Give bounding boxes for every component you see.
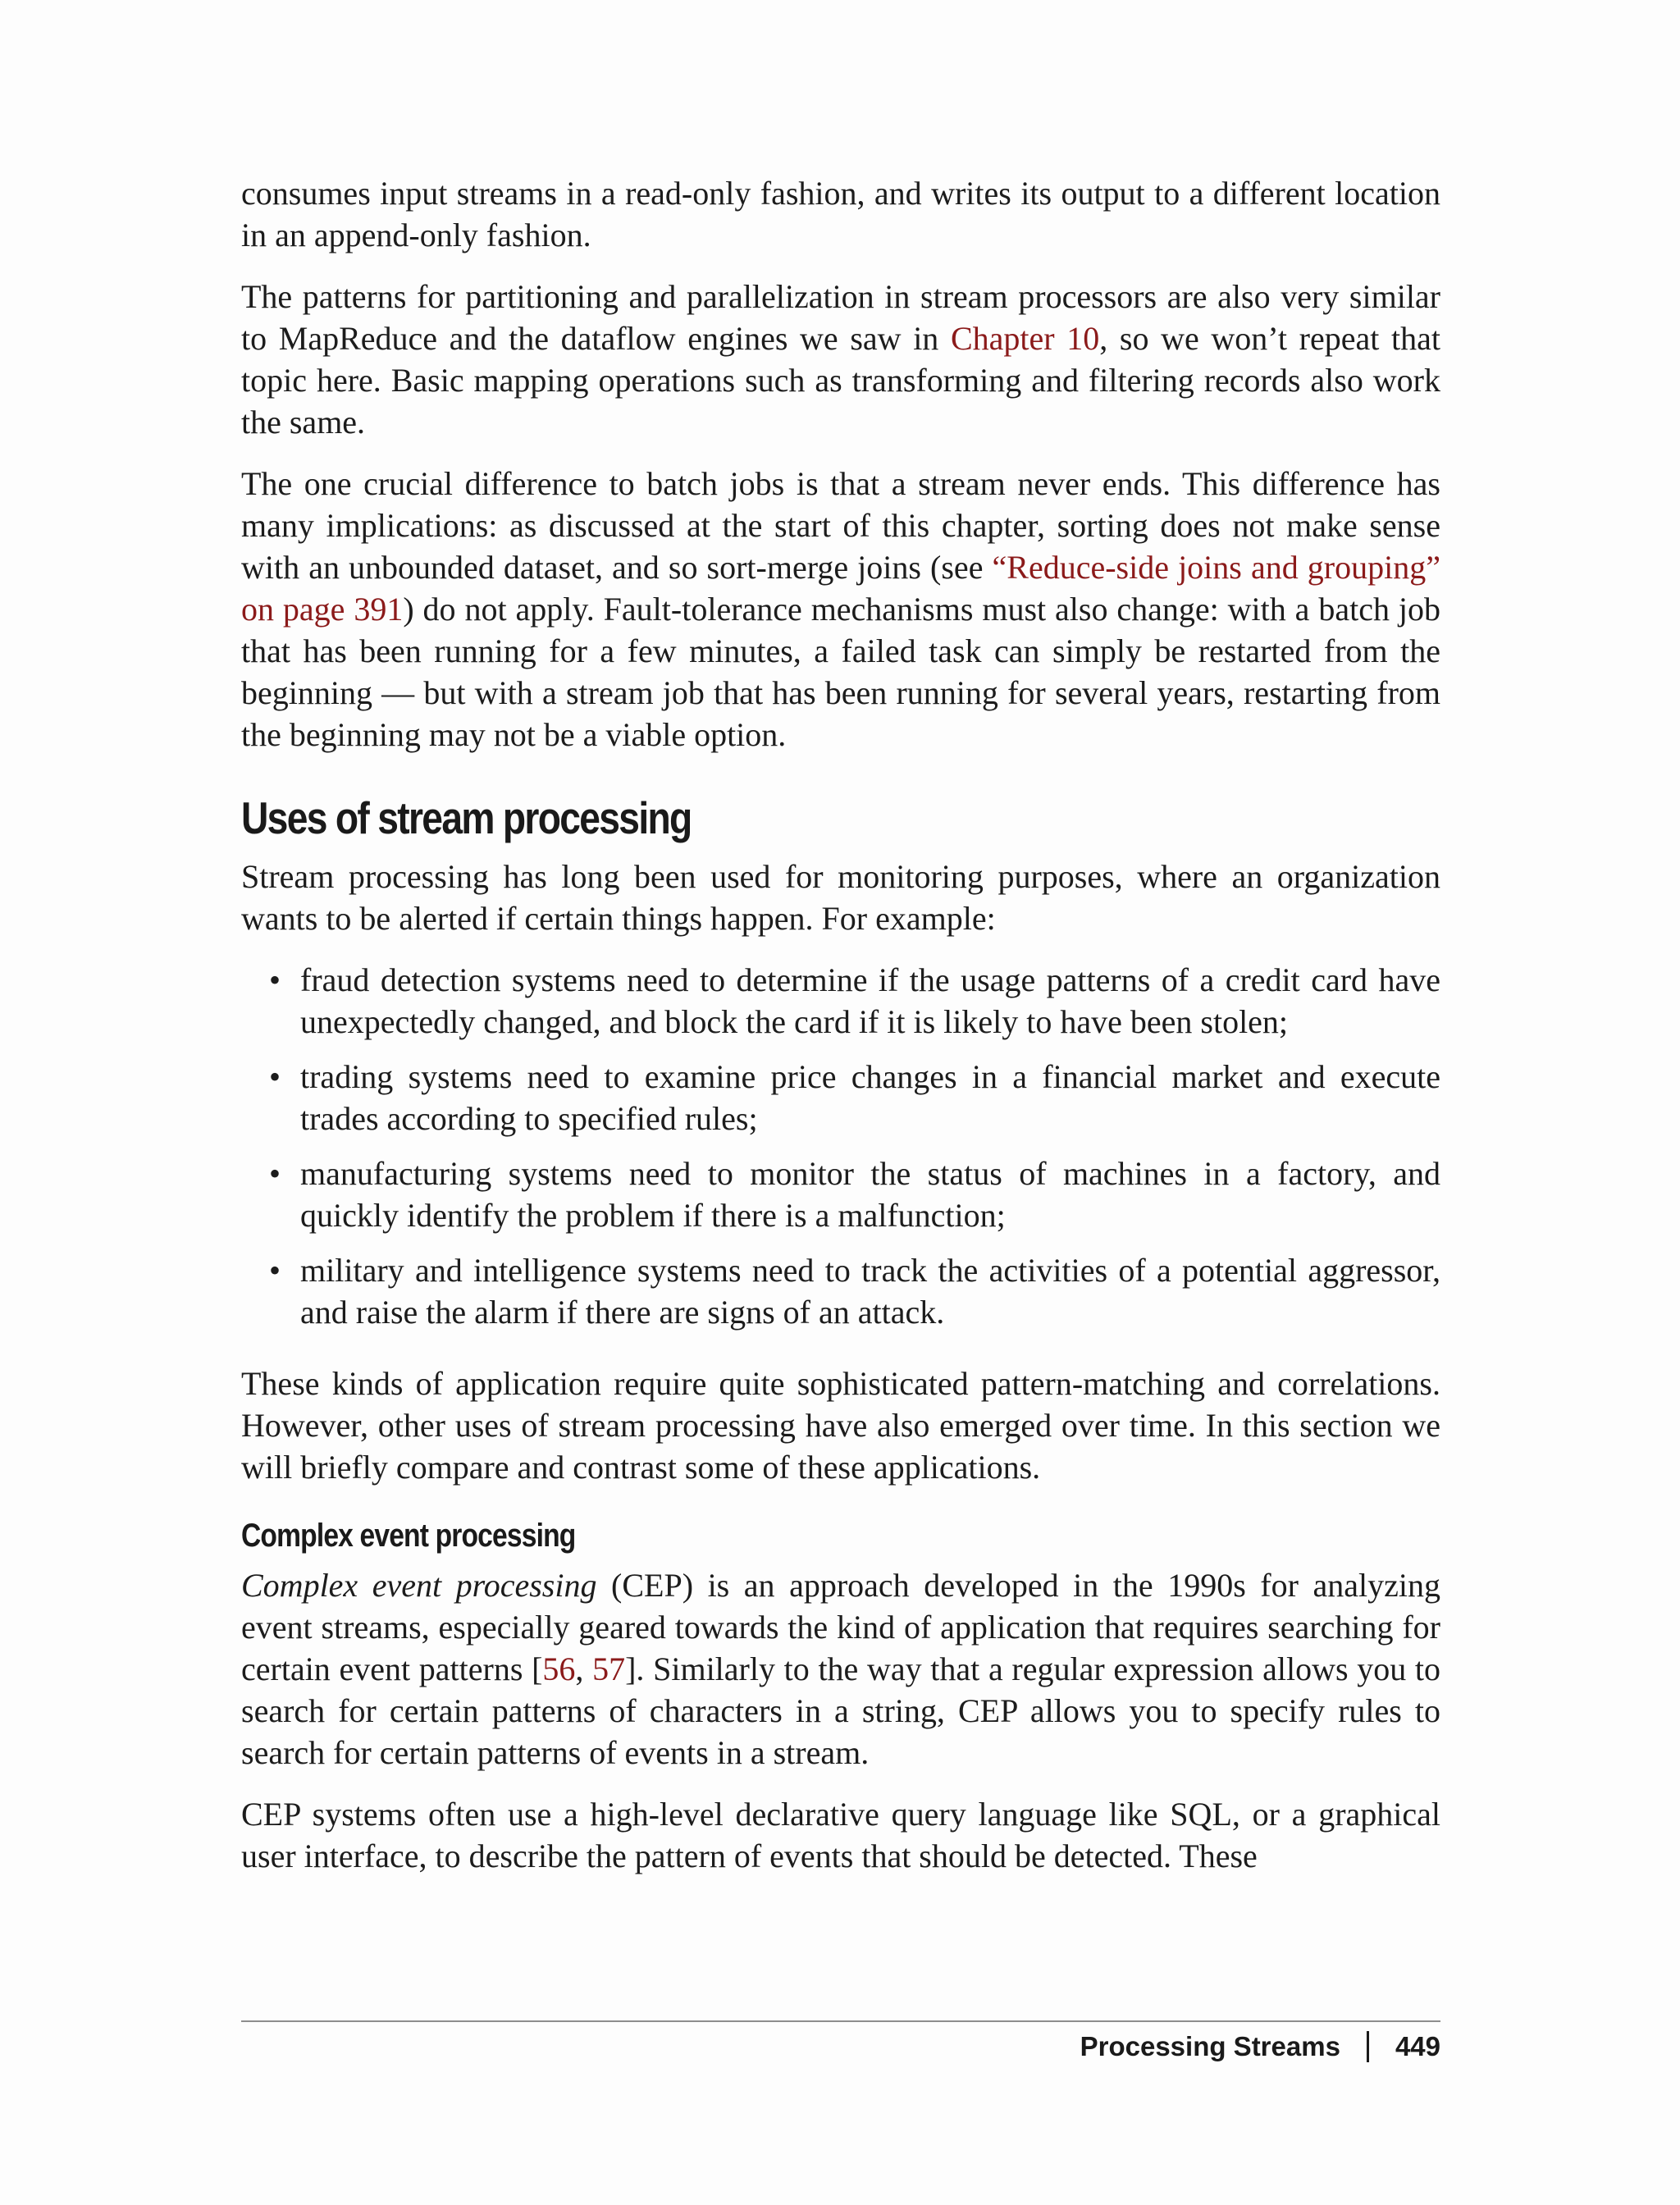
chapter-10-link[interactable]: Chapter 10 <box>950 320 1100 357</box>
bullet-icon: • <box>269 1252 281 1289</box>
bullet-icon: • <box>269 961 281 998</box>
section-intro: Stream processing has long been used for monitoring purposes, where an organization wants to be alerted if certain things happen. For example: <box>241 858 1440 937</box>
page-footer <box>1080 2031 1440 2062</box>
list-item: • trading systems need to examine price changes in a financial market and execute trades according to specified rules; <box>300 1056 1440 1139</box>
paragraph-continued: consumes input streams in a read-only fashion, and writes its output to a different location in an append-only fashion. <box>241 175 1440 253</box>
reference-57-link[interactable]: 57 <box>592 1650 626 1687</box>
section-heading: Uses of stream processing <box>241 792 692 843</box>
footer-chapter-title: Processing Streams <box>1080 2031 1340 2061</box>
paragraph-cep-definition: Complex event processing (CEP) is an approach developed in the 1990s for analyzing event streams, especially geared towards the kind of application that requires searching for certain event patterns [56, 57]. Similarly to the way that a regular expression allows you to search for certain patterns of characters in a string, CEP allows you to specify rules to search for certain patterns of events in a stream. <box>241 1567 1440 1771</box>
monitoring-examples-list <box>241 959 1440 1333</box>
bullet-icon: • <box>269 1058 281 1095</box>
bullet-icon: • <box>269 1155 281 1192</box>
page-number: 449 <box>1395 2031 1440 2061</box>
footer-divider <box>241 2020 1440 2022</box>
reduce-side-joins-link[interactable]: “Reduce-side joins and grouping” on page 391 <box>241 549 1440 628</box>
page-body <box>241 172 1440 1897</box>
list-item: • fraud detection systems need to determine if the usage patterns of a credit card have unexpectedly changed, and block the card if it is likely to have been stolen; <box>300 959 1440 1043</box>
paragraph-crucial-difference: The one crucial difference to batch jobs is that a stream never ends. This difference has many implications: as discussed at the start of this chapter, sorting does not make sense with an unbounded dataset, and so sort-merge joins (see “Reduce-side joins and grouping” on page 391) do not apply. Fault-tolerance mechanisms must also change: with a batch job that has been running for a few minutes, a failed task can simply be restarted from the beginning — but with a stream job that has been running for several years, restarting from the beginning may not be a viable option. <box>241 465 1440 753</box>
paragraph-partitioning: The patterns for partitioning and parallelization in stream processors are also very similar to MapReduce and the dataflow engines we saw in Chapter 10, so we won’t repeat that topic here. Basic mapping operations such as transforming and filtering records also work the same. <box>241 278 1440 441</box>
reference-56-link[interactable]: 56 <box>542 1650 576 1687</box>
subsection-heading: Complex event processing <box>241 1518 576 1554</box>
cep-term: Complex event processing <box>241 1567 597 1604</box>
section-outro: These kinds of application require quite sophisticated pattern-matching and correlations. However, other uses of stream processing have also emerged over time. In this section we will briefly compare and contrast some of these applications. <box>241 1365 1440 1486</box>
list-item: • military and intelligence systems need to track the activities of a potential aggressor, and raise the alarm if there are signs of an attack. <box>300 1249 1440 1333</box>
list-item: • manufacturing systems need to monitor the status of machines in a factory, and quickly identify the problem if there is a malfunction; <box>300 1153 1440 1236</box>
paragraph-cep-systems: CEP systems often use a high-level declarative query language like SQL, or a graphical user interface, to describe the pattern of events that should be detected. These <box>241 1796 1440 1874</box>
footer-separator <box>1367 2031 1369 2062</box>
